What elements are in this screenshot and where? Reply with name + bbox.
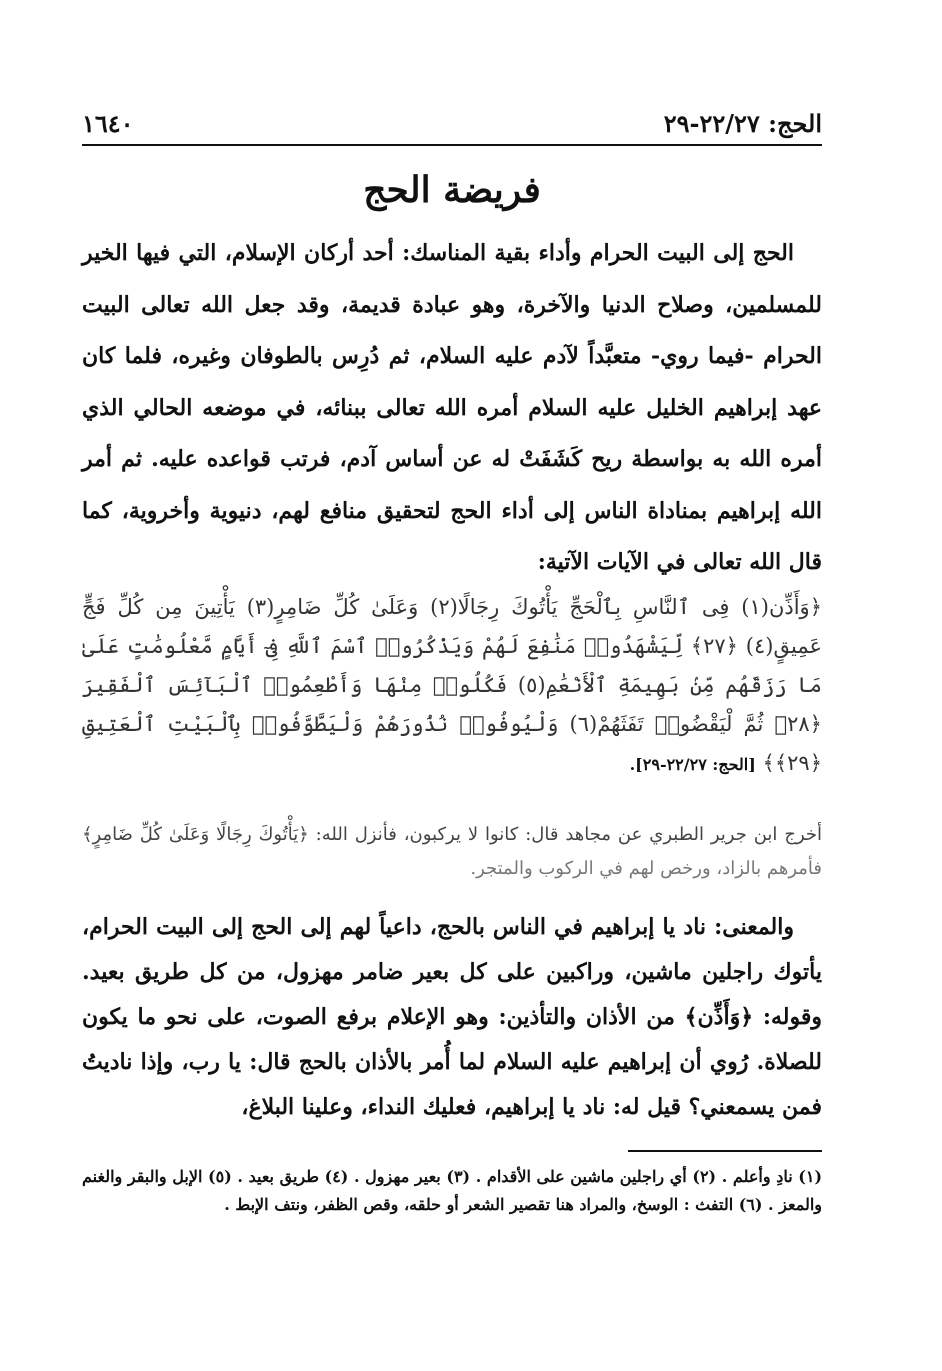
intro-paragraph	[82, 228, 822, 589]
page-number: ١٦٤٠	[82, 108, 134, 138]
sura-reference: الحج: ٢٢/٢٧-٢٩	[663, 108, 822, 138]
footnotes	[82, 1163, 822, 1219]
quran-verses	[82, 588, 822, 784]
tafsir-note	[82, 818, 822, 886]
page-header	[82, 100, 822, 146]
tafsir-text: أخرج ابن جرير الطبري عن مجاهد قال: كانوا لا يركبون، فأنزل الله: ﴿يَأْتُوكَ رِجَالًا وَعَلَىٰ كُلِّ ضَامِرٍ﴾	[82, 824, 822, 845]
explanation-text: والمعنى: ناد يا إبراهيم في الناس بالحج، داعياً لهم إلى الحج إلى البيت الحرام، يأتوك راجلين ماشين، وراكبين على كل بعير ضامر مهزول، من كل طريق بعيد. وقوله: ﴿وَأَذِّن﴾ من الأذان والتأذين: وهو الإعلام برفع الصوت، على نحو ما يكون للصلاة. رُوي أن إبراهيم عليه السلام لما أُمر بالأذان بالحج قال: يا رب، وإذا ناديتُ فمن يسمعني؟ قيل له: ناد يا إبراهيم، فعليك النداء، وعلينا البلاغ،	[82, 914, 822, 1120]
tafsir-faded-text: فأمرهم بالزاد، ورخص لهم في الركوب والمتجر.	[470, 858, 822, 879]
intro-text: الحج إلى البيت الحرام وأداء بقية المناسك: أحد أركان الإسلام، التي فيها الخير للمسلمين، وصلاح الدنيا والآخرة، وهو عبادة قديمة، وقد جعل الله تعالى البيت الحرام -فيما روي- متعبَّداً لآدم عليه السلام، ثم دُرِس بالطوفان وغيره، فلما كان عهد إبراهيم الخليل عليه السلام أمره الله تعالى ببنائه، في موضعه الحالي الذي أمره الله به بواسطة ريح كَشَفَتْ له عن أساس آدم، فرتب قواعده عليه. ثم أمر الله إبراهيم بمناداة الناس إلى أداء الحج لتحقيق منافع لهم، دنيوية وأخروية، كما قال الله تعالى في الآيات الآتية:	[82, 240, 822, 575]
quran-reference: [الحج: ٢٢/٢٧-٢٩].	[629, 755, 756, 774]
header-rule	[82, 144, 822, 146]
section-title: فريضة الحج	[363, 169, 541, 211]
footnotes-text: (١) نادِ وأعلم . (٢) أي راجلين ماشين على الأقدام . (٣) بعير مهزول . (٤) طريق بعيد . (٥) الإبل والبقر والغنم والمعز . (٦) التفث : الوسخ، والمراد هنا تقصير الشعر أو حلقه، وقص الظفر، ونتف الإبط .	[82, 1167, 823, 1214]
explanation-paragraph	[82, 905, 822, 1130]
quran-text: ﴿وَأَذِّن(١) فِى ٱلنَّاسِ بِٱلْحَجِّ يَأْتُوكَ رِجَالًا(٢) وَعَلَىٰ كُلِّ ضَامِرٍ(٣) يَأْتِينَ مِن كُلِّ فَجٍّ عَمِيقٍ(٤) ﴿٢٧﴾ لِّيَشْهَدُوا۟ مَنَٰفِعَ لَهُمْ وَيَذْكُرُوا۟ ٱسْمَ ٱللَّهِ فِىٓ أَيَّامٍ مَّعْلُومَٰتٍ عَلَىٰ مَا رَزَقَهُم مِّنۢ بَهِيمَةِ ٱلْأَنْعَٰمِ(٥) فَكُلُوا۟ مِنْهَا وَأَطْعِمُوا۟ ٱلْبَآئِسَ ٱلْفَقِيرَ ﴿٢٨﴾ ثُمَّ لْيَقْضُوا۟ تَفَثَهُمْ(٦) وَلْيُوفُوا۟ نُذُورَهُمْ وَلْيَطَّوَّفُوا۟ بِٱلْبَيْتِ ٱلْعَتِيقِ ﴿٢٩﴾﴾	[82, 595, 822, 775]
footnote-rule	[628, 1150, 822, 1152]
